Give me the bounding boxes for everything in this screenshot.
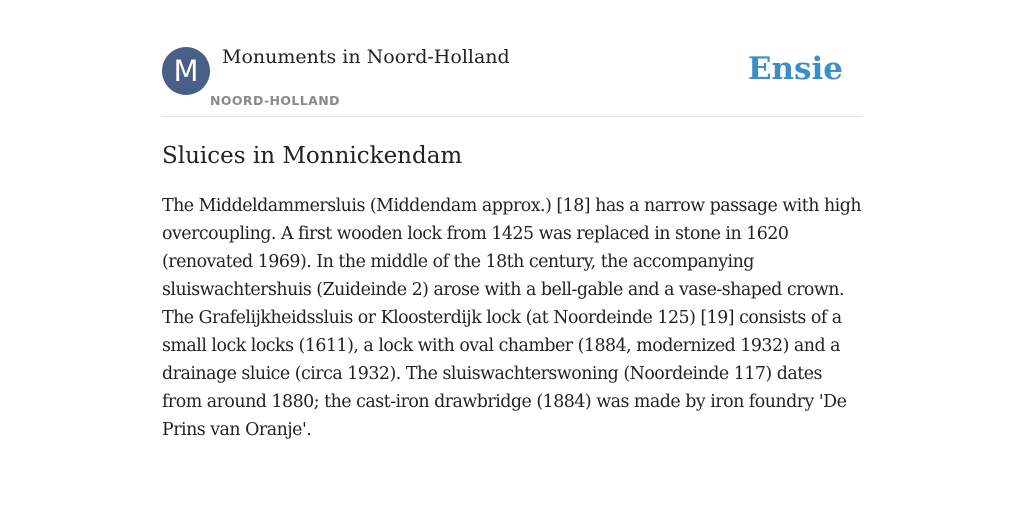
category-label[interactable]: NOORD-HOLLAND (210, 93, 340, 108)
brand-logo[interactable]: Ensie (747, 51, 843, 87)
avatar[interactable]: M (162, 47, 210, 95)
article-title: Sluices in Monnickendam (162, 143, 463, 169)
article-card (162, 46, 862, 444)
card-header (162, 46, 862, 117)
site-title[interactable]: Monuments in Noord-Holland (222, 46, 510, 68)
article-body: The Middeldammersluis (Middendam approx.) [18] has a narrow passage with high overcoupling. A first wooden lock from 1425 was replaced in stone in 1620 (renovated 1969). In the middle of the 18th century, the accompanying sluiswachtershuis (Zuideinde 2) arose with a bell-gable and a vase-shaped crown. The Grafelijkheidssluis or Kloosterdijk lock (at Noordeinde 125) [19] consists of a small lock locks (1611), a lock with oval chamber (1884, modernized 1932) and a drainage sluice (circa 1932). The sluiswachterswoning (Noordeinde 117) dates from around 1880; the cast-iron drawbridge (1884) was made by iron foundry 'De Prins van Oranje'. (162, 196, 862, 440)
